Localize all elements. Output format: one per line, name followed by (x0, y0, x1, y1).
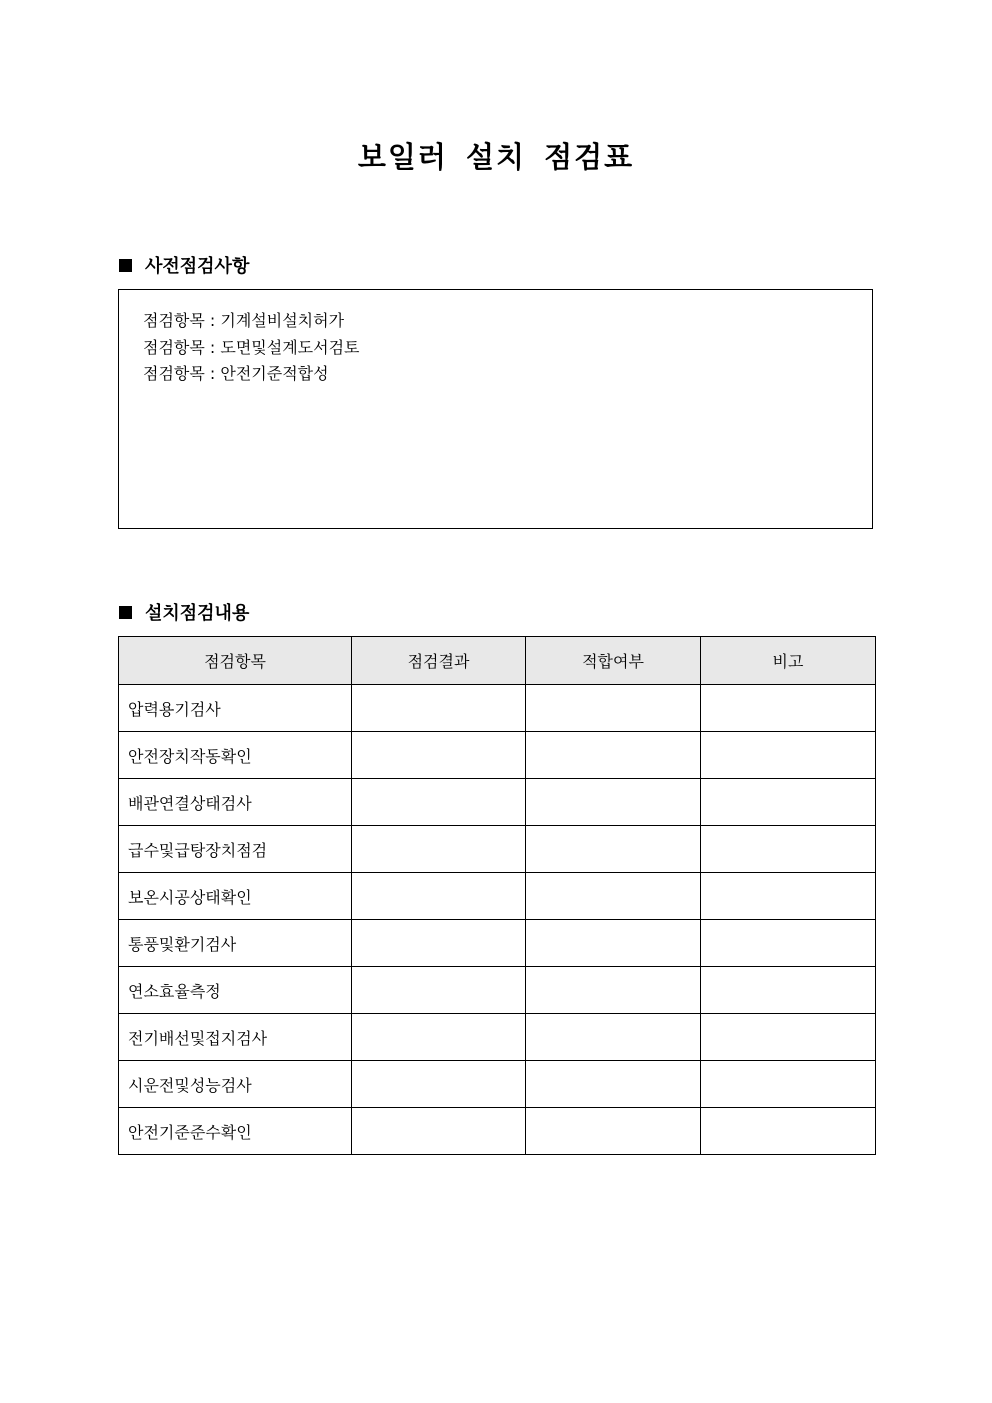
result-cell[interactable] (352, 920, 526, 967)
conformity-cell[interactable] (526, 685, 701, 732)
table-row (119, 1061, 876, 1108)
pre-check-line: 점검항목 : 기계설비설치허가 (143, 311, 345, 330)
result-cell[interactable] (352, 873, 526, 920)
remark-cell[interactable] (701, 873, 876, 920)
remark-cell[interactable] (701, 732, 876, 779)
remark-cell[interactable] (701, 779, 876, 826)
remark-cell[interactable] (701, 1061, 876, 1108)
result-cell[interactable] (352, 1014, 526, 1061)
remark-cell[interactable] (701, 826, 876, 873)
pre-check-line: 점검항목 : 안전기준적합성 (143, 364, 329, 383)
table-row (119, 920, 876, 967)
result-cell[interactable] (352, 1061, 526, 1108)
conformity-cell[interactable] (526, 1108, 701, 1155)
result-cell[interactable] (352, 1108, 526, 1155)
item-cell: 통풍및환기검사 (119, 920, 352, 967)
table-row (119, 732, 876, 779)
remark-cell[interactable] (701, 1108, 876, 1155)
table-row (119, 685, 876, 732)
item-cell: 압력용기검사 (119, 685, 352, 732)
pre-check-heading-label: 사전점검사항 (145, 256, 250, 277)
remark-cell[interactable] (701, 967, 876, 1014)
column-header-result: 점검결과 (352, 637, 526, 685)
result-cell[interactable] (352, 826, 526, 873)
conformity-cell[interactable] (526, 920, 701, 967)
column-header-item: 점검항목 (119, 637, 352, 685)
result-cell[interactable] (352, 779, 526, 826)
item-cell: 연소효율측정 (119, 967, 352, 1014)
item-cell: 안전기준준수확인 (119, 1108, 352, 1155)
pre-check-heading (119, 252, 249, 278)
install-check-heading (119, 599, 249, 625)
item-cell: 시운전및성능검사 (119, 1061, 352, 1108)
conformity-cell[interactable] (526, 779, 701, 826)
table-row (119, 1108, 876, 1155)
table-header-row (119, 637, 876, 685)
item-cell: 안전장치작동확인 (119, 732, 352, 779)
install-check-heading-label: 설치점검내용 (145, 603, 250, 624)
square-bullet-icon (119, 259, 132, 272)
result-cell[interactable] (352, 967, 526, 1014)
table-body (119, 685, 876, 1155)
result-cell[interactable] (352, 685, 526, 732)
conformity-cell[interactable] (526, 732, 701, 779)
item-cell: 배관연결상태검사 (119, 779, 352, 826)
remark-cell[interactable] (701, 685, 876, 732)
table-row (119, 826, 876, 873)
table-row (119, 967, 876, 1014)
conformity-cell[interactable] (526, 1014, 701, 1061)
result-cell[interactable] (352, 732, 526, 779)
column-header-remark: 비고 (701, 637, 876, 685)
pre-check-box (118, 289, 873, 529)
conformity-cell[interactable] (526, 967, 701, 1014)
item-cell: 급수및급탕장치점검 (119, 826, 352, 873)
item-cell: 보온시공상태확인 (119, 873, 352, 920)
remark-cell[interactable] (701, 920, 876, 967)
pre-check-line: 점검항목 : 도면및설계도서검토 (143, 337, 360, 357)
conformity-cell[interactable] (526, 873, 701, 920)
conformity-cell[interactable] (526, 826, 701, 873)
column-header-conformity: 적합여부 (526, 637, 701, 685)
table-row (119, 873, 876, 920)
install-check-table (118, 636, 876, 1155)
table-row (119, 1014, 876, 1061)
conformity-cell[interactable] (526, 1061, 701, 1108)
item-cell: 전기배선및접지검사 (119, 1014, 352, 1061)
square-bullet-icon (119, 606, 132, 619)
remark-cell[interactable] (701, 1014, 876, 1061)
page-title: 보일러 설치 점검표 (357, 140, 635, 174)
table-row (119, 779, 876, 826)
